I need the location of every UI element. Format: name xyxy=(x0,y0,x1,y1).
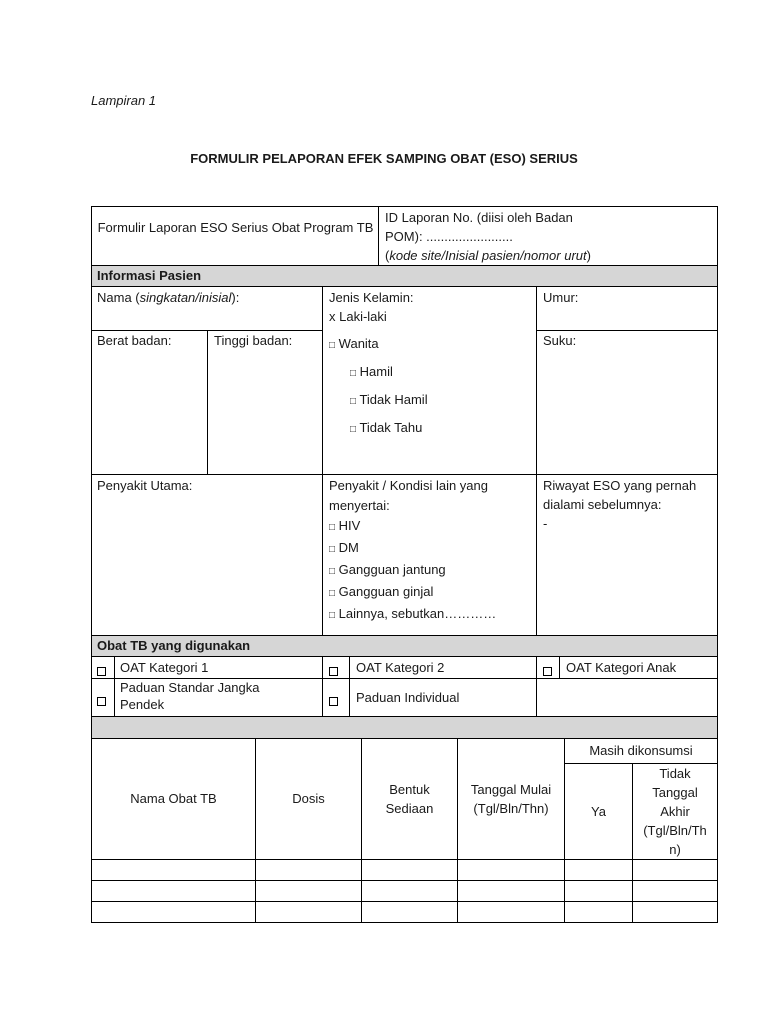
line xyxy=(91,206,718,207)
line xyxy=(349,656,350,716)
form-name-cell xyxy=(93,218,378,237)
line xyxy=(207,330,208,474)
kondisi-lain-label-2: menyertai: xyxy=(329,498,390,513)
line xyxy=(378,206,379,265)
col-header-tanggal-mulai: Tanggal Mulai (Tgl/Bln/Thn) xyxy=(470,782,552,816)
checkbox-icon: □ xyxy=(329,544,336,555)
col-header-tidak-tanggal-akhir: Tidak Tanggal Akhir (Tgl/Bln/Th n) xyxy=(643,766,707,857)
table-row[interactable] xyxy=(92,902,717,922)
line xyxy=(91,716,718,717)
label-oat-kat2: OAT Kategori 2 xyxy=(356,660,445,675)
checkbox-icon: □ xyxy=(329,588,336,599)
checkbox-oat-kat2[interactable] xyxy=(329,661,338,680)
umur-field[interactable]: Umur: xyxy=(543,290,579,305)
label-paduan-individual: Paduan Individual xyxy=(356,690,460,705)
jenis-kelamin-label: Jenis Kelamin: xyxy=(329,290,414,305)
report-id-format: (kode site/Inisial pasien/nomor urut) xyxy=(385,248,591,263)
line xyxy=(91,738,718,739)
report-id-line2[interactable]: POM): ........................ xyxy=(385,229,513,244)
col-header-ya: Ya xyxy=(591,804,606,819)
line xyxy=(536,286,537,635)
line xyxy=(91,656,718,657)
checkbox-icon: □ xyxy=(350,368,357,379)
checkbox-icon: □ xyxy=(329,522,336,533)
checkbox-icon xyxy=(97,667,106,676)
jenis-kelamin-field xyxy=(329,288,534,326)
wanita-option[interactable]: □ Wanita xyxy=(329,336,379,351)
checkbox-icon xyxy=(543,667,552,676)
tinggi-badan-field[interactable]: Tinggi badan: xyxy=(214,333,293,348)
checkbox-icon: □ xyxy=(329,610,336,621)
section-title-pasien: Informasi Pasien xyxy=(97,268,202,283)
label-oat-anak: OAT Kategori Anak xyxy=(566,660,677,675)
lampiran-label: Lampiran 1 xyxy=(91,93,157,108)
kondisi-option-ginjal[interactable]: □ Gangguan ginjal xyxy=(329,584,434,599)
line xyxy=(717,206,718,923)
line xyxy=(91,286,718,287)
label-oat-kat1: OAT Kategori 1 xyxy=(120,660,209,675)
riwayat-eso-label-2: dialami sebelumnya: xyxy=(543,497,662,512)
laki-laki-option[interactable]: x Laki-laki xyxy=(329,309,387,324)
kondisi-option-jantung[interactable]: □ Gangguan jantung xyxy=(329,562,446,577)
col-header-bentuk-sediaan: Bentuk Sediaan xyxy=(385,782,434,816)
line xyxy=(322,286,323,635)
kondisi-lain-label-1: Penyakit / Kondisi lain yang xyxy=(329,478,488,493)
checkbox-icon: □ xyxy=(350,424,357,435)
line xyxy=(91,206,92,923)
table-row[interactable] xyxy=(92,881,717,901)
checkbox-icon xyxy=(97,697,106,706)
line xyxy=(559,656,560,678)
line xyxy=(91,265,718,266)
col-header-nama-obat: Nama Obat TB xyxy=(130,791,217,806)
table-row[interactable] xyxy=(92,860,717,880)
kondisi-option-hiv[interactable]: □ HIV xyxy=(329,518,361,533)
checkbox-icon: □ xyxy=(350,396,357,407)
tidak-tahu-option[interactable]: □ Tidak Tahu xyxy=(350,420,423,435)
report-id-line1: ID Laporan No. (diisi oleh Badan xyxy=(385,210,573,225)
checkbox-oat-anak[interactable] xyxy=(543,661,552,680)
col-header-masih-dikonsumsi: Masih dikonsumsi xyxy=(589,743,693,758)
form-name: Formulir Laporan ESO Serius Obat Program TB xyxy=(97,220,374,235)
hamil-option[interactable]: □ Hamil xyxy=(350,364,393,379)
kondisi-option-lainnya[interactable]: □ Lainnya, sebutkan………… xyxy=(329,606,497,621)
riwayat-eso-label-1: Riwayat ESO yang pernah xyxy=(543,478,697,493)
form-title: FORMULIR PELAPORAN EFEK SAMPING OBAT (ESO) SERIUS xyxy=(190,151,578,166)
line xyxy=(536,656,537,716)
section-title-obat: Obat TB yang digunakan xyxy=(97,638,251,653)
checkbox-paduan-standar[interactable] xyxy=(97,691,106,710)
riwayat-eso-value[interactable]: - xyxy=(543,516,548,531)
report-id-cell xyxy=(385,208,715,265)
line xyxy=(91,474,718,475)
checkbox-icon xyxy=(329,697,338,706)
line xyxy=(91,635,718,636)
checkbox-icon: □ xyxy=(329,340,336,351)
line xyxy=(114,656,115,716)
tidak-hamil-option[interactable]: □ Tidak Hamil xyxy=(350,392,428,407)
suku-field[interactable]: Suku: xyxy=(543,333,577,348)
checkbox-oat-kat1[interactable] xyxy=(97,661,106,680)
line xyxy=(322,656,323,716)
col-header-dosis: Dosis xyxy=(292,791,325,806)
kondisi-option-dm[interactable]: □ DM xyxy=(329,540,359,555)
berat-badan-field[interactable]: Berat badan: xyxy=(97,333,172,348)
penyakit-utama-field[interactable]: Penyakit Utama: xyxy=(97,478,193,493)
nama-field[interactable]: Nama (singkatan/inisial): xyxy=(97,290,240,305)
kondisi-lain-field xyxy=(329,476,534,626)
label-paduan-standar: Paduan Standar Jangka Pendek xyxy=(120,680,260,712)
spacer-band xyxy=(91,716,718,738)
checkbox-icon: □ xyxy=(329,566,336,577)
checkbox-paduan-individual[interactable] xyxy=(329,691,338,710)
riwayat-eso-field xyxy=(543,476,715,533)
line xyxy=(91,922,718,923)
checkbox-icon xyxy=(329,667,338,676)
